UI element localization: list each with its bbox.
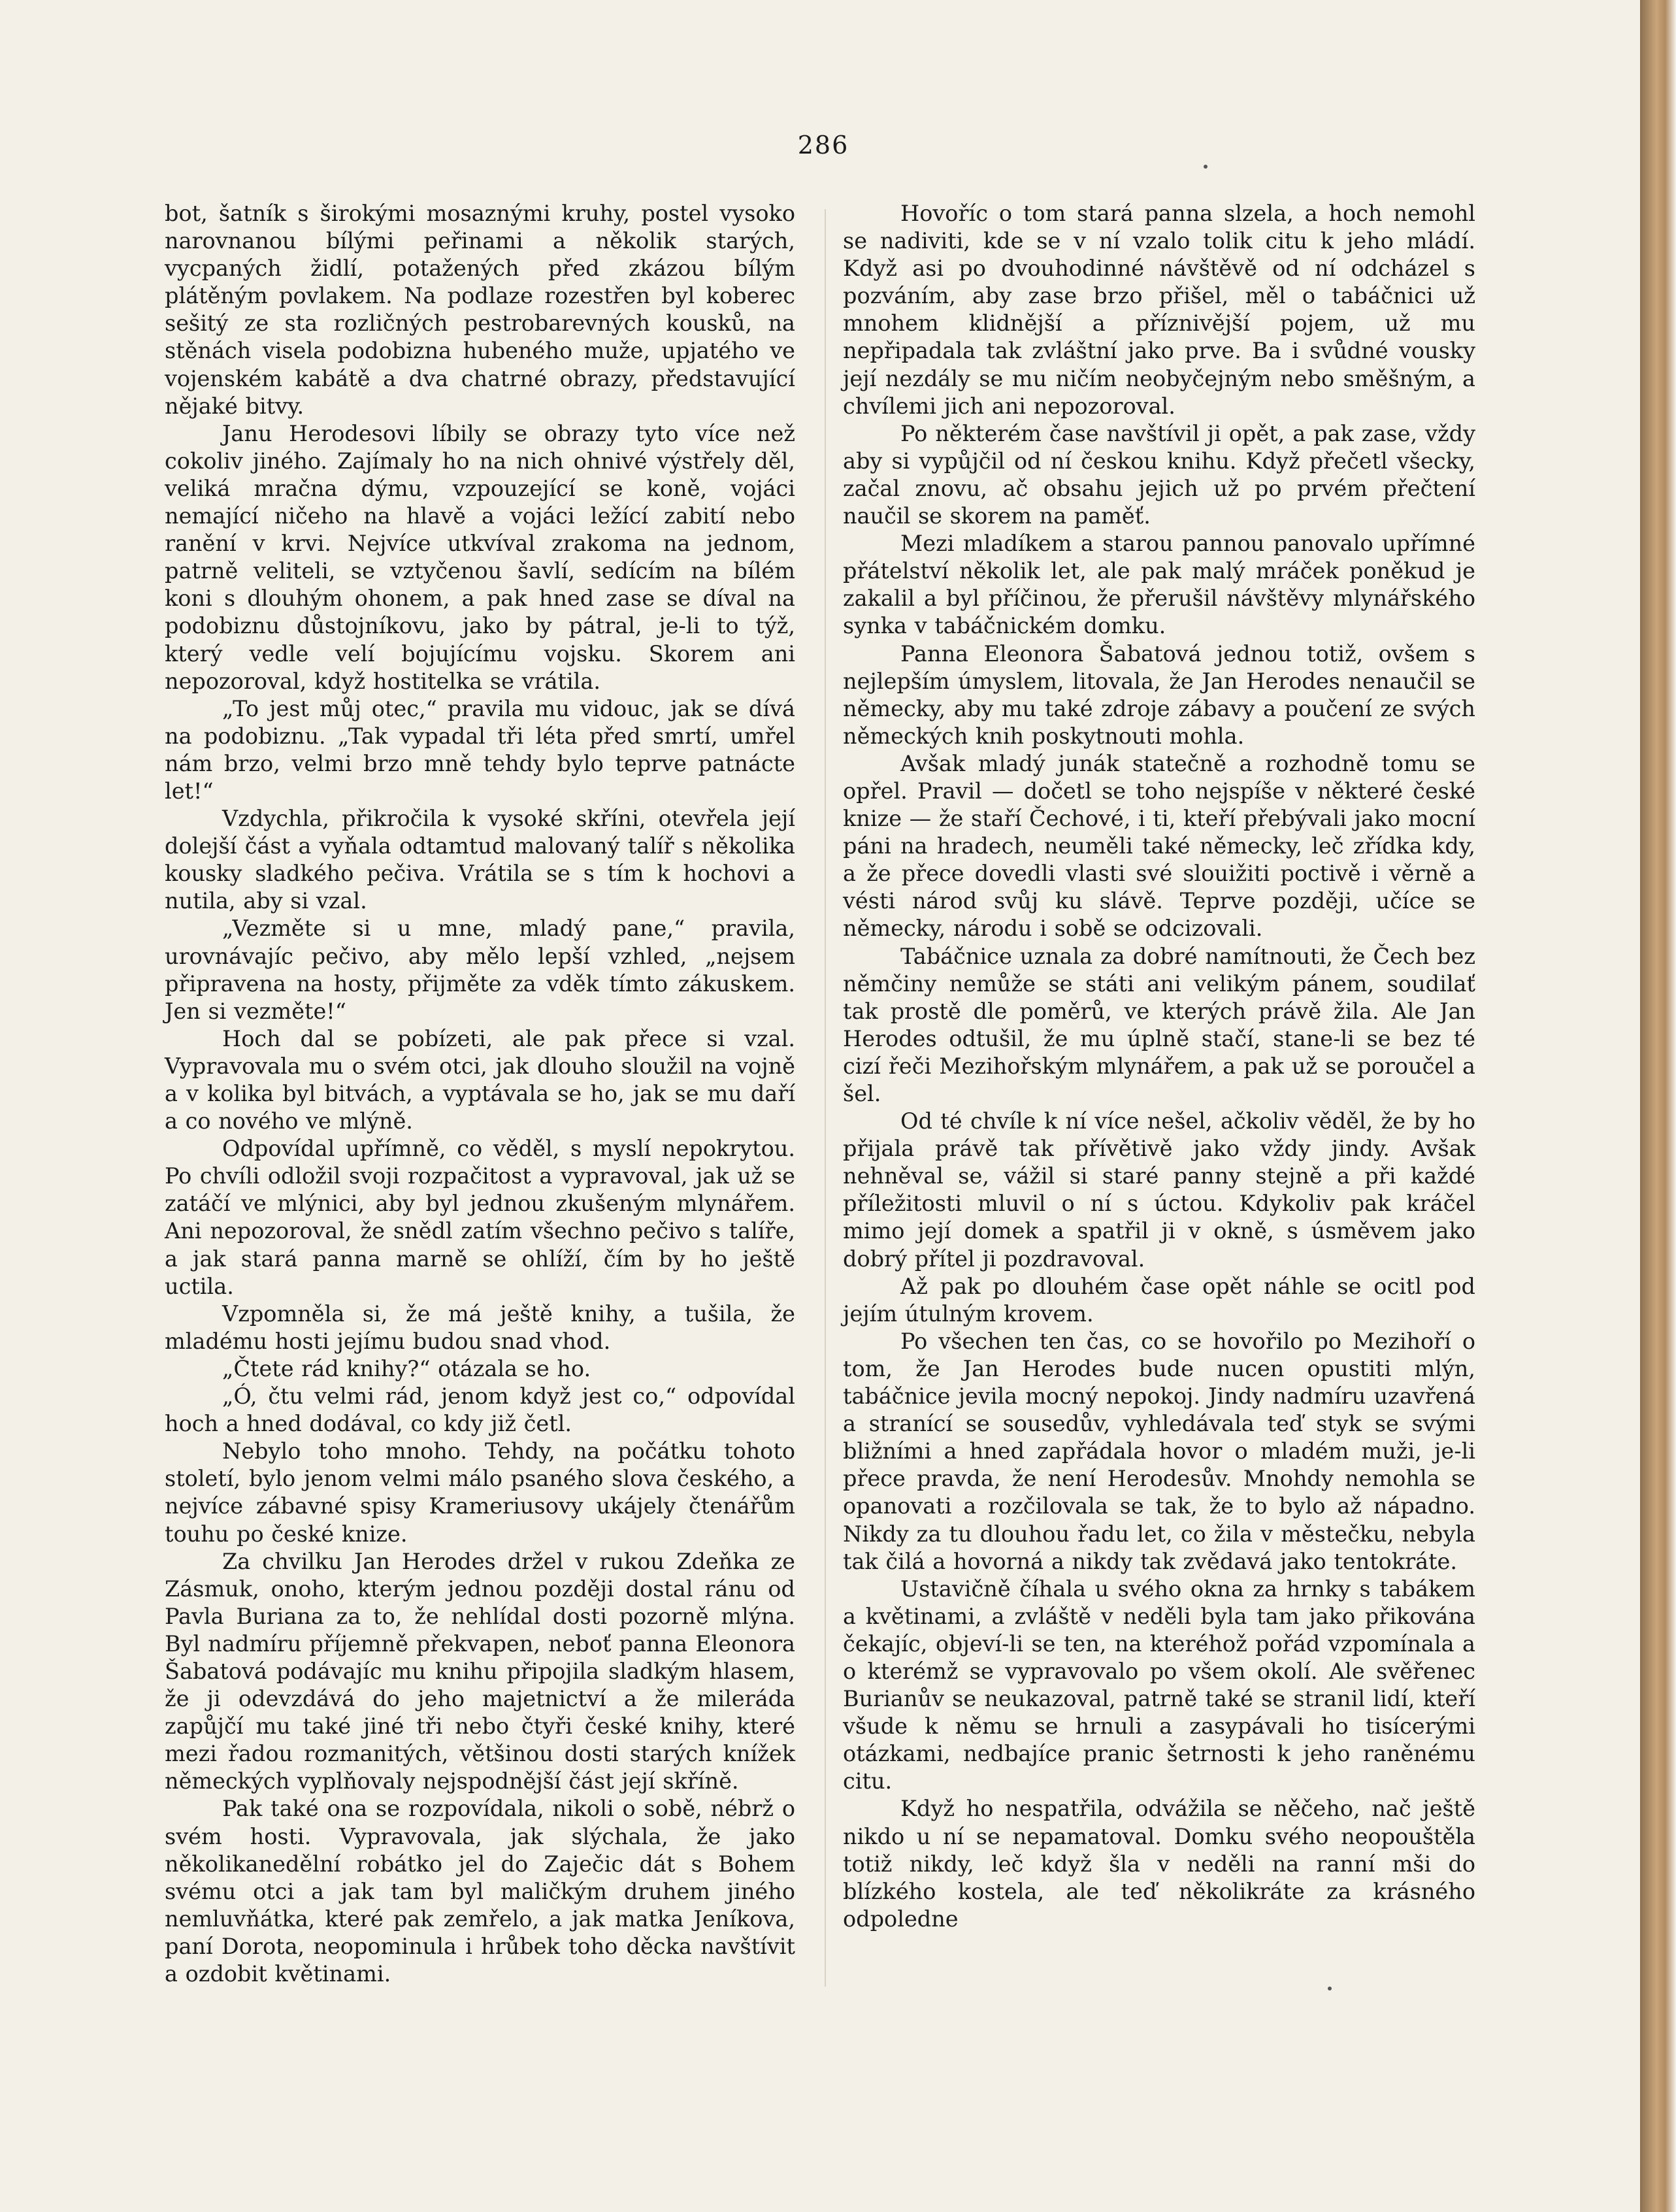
paragraph: Odpovídal upřímně, co věděl, s myslí nepokrytou. Po chvíli odložil svoji rozpačitost a vypravoval, jak už se zatáčí ve mlýnici, aby byl jednou zkušeným mlynářem. Ani nepozoroval, že snědl zatím všechno pečivo s talíře, a jak stará panna marně se ohlíží, čím by ho ještě uctila. <box>165 1136 795 1299</box>
left-column <box>165 200 795 1988</box>
paper-speck <box>1328 1987 1332 1990</box>
paragraph: Vzpomněla si, že má ještě knihy, a tušila, že mladému hosti jejímu budou snad vhod. <box>165 1300 795 1354</box>
paragraph: Vzdychla, přikročila k vysoké skříni, otevřela její dolejší část a vyňala odtamtud malovaný talíř s několika kousky sladkého pečiva. Vrátila se s tím k hochovi a nutila, aby si vzal. <box>165 806 795 914</box>
paragraph: „Ó, čtu velmi rád, jenom když jest co,“ odpovídal hoch a hned dodával, co kdy již četl. <box>165 1383 795 1437</box>
paragraph: Od té chvíle k ní více nešel, ačkoliv věděl, že by ho přijala právě tak přívětivě jako vždy jindy. Avšak nehněval se, vážil si staré panny stejně a při každé příležitosti mluvil o ní s úctou. Kdykoliv pak kráčel mimo její domek a spatřil ji v okně, s úsměvem jako dobrý přítel ji pozdravoval. <box>843 1108 1475 1272</box>
paragraph: Panna Eleonora Šabatová jednou totiž, ovšem s nejlepším úmyslem, litovala, že Jan Herodes nenaučil se německy, aby mu také zdroje zábavy a poučení ze svých německých knih poskytnouti mohla. <box>843 640 1475 749</box>
paragraph: Až pak po dlouhém čase opět náhle se ocitl pod jejím útulným krovem. <box>843 1273 1475 1327</box>
right-column <box>843 200 1475 1933</box>
paragraph: Hoch dal se pobízeti, ale pak přece si vzal. Vypravovala mu o svém otci, jak dlouho sloužil na vojně a v kolika byl bitvách, a vyptávala se ho, jak se mu daří a co nového ve mlýně. <box>165 1025 795 1134</box>
paragraph: Hovoříc o tom stará panna slzela, a hoch nemohl se nadiviti, kde se v ní vzalo tolik citu k jeho mládí. Když asi po dvouhodinné návštěvě od ní odcházel s pozváním, aby zase brzo přišel, měl o tabáčnici už mnohem klidnější a příznivější pojem, už mu nepřipadala tak zvláštní jako prve. Ba i svůdné vousky její nezdály se mu ničím neobyčejným nebo směšným, a chvílemi jich ani nepozoroval. <box>843 201 1475 419</box>
paper-speck <box>1204 165 1208 169</box>
book-spine-edge <box>1640 0 1676 2212</box>
paragraph: bot, šatník s širokými mosaznými kruhy, postel vysoko narovnanou bílými peřinami a několik starých, vycpaných židlí, potažených před zkázou bílým plátěným povlakem. Na podlaze rozestřen byl koberec sešitý ze sta rozličných pestrobarevných kousků, na stěnách visela podobizna hubeného muže, upjatého ve vojenském kabátě a dva chatrné obrazy, představující nějaké bitvy. <box>165 201 795 419</box>
paragraph: Po některém čase navštívil ji opět, a pak zase, vždy aby si vypůjčil od ní českou knihu. Když přečetl všecky, začal znovu, ač obsahu jejich už po prvém přečtení naučil se skorem na paměť. <box>843 420 1475 529</box>
paragraph: Nebylo toho mnoho. Tehdy, na počátku tohoto století, bylo jenom velmi málo psaného slova českého, a nejvíce zábavné spisy Krameriusovy ukájely čtenářům touhu po české knize. <box>165 1438 795 1547</box>
paragraph: Po všechen ten čas, co se hovořilo po Mezihoří o tom, že Jan Herodes bude nucen opustiti mlýn, tabáčnice jevila mocný nepokoj. Jindy nadmíru uzavřená a stranící se sousedův, vyhledávala teď styk se svými bližními a hned zapřádala hovor o mladém muži, je-li přece pravda, že není Herodesův. Mnohdy nemohla se opanovati a rozčilovala se tak, že to bylo až nápadno. Nikdy za tu dlouhou řadu let, co žila v městečku, nebyla tak čilá a hovorná a nikdy tak zvědavá jako tentokráte. <box>843 1328 1475 1574</box>
page-number: 286 <box>797 131 849 159</box>
paragraph: Když ho nespatřila, odvážila se něčeho, nač ještě nikdo u ní se nepamatoval. Domku svého neopouštěla totiž nikdy, leč když šla v neděli na ranní mši do blízkého kostela, ale teď několikráte za krásného odpoledne <box>843 1796 1475 1932</box>
paragraph: Ustavičně číhala u svého okna za hrnky s tabákem a květinami, a zvláště v neděli byla tam jako přikována čekajíc, objeví-li se ten, na kteréhož pořád vzpomínala a o kterémž se vypravovalo po všem okolí. Ale svěřenec Burianův se neukazoval, patrně také se stranil lidí, kteří všude k němu se hrnuli a zasypávali ho tisícerými otázkami, nedbajíce pranic šetrnosti k jeho raněnému citu. <box>843 1576 1475 1794</box>
paragraph: Za chvilku Jan Herodes držel v rukou Zdeňka ze Zásmuk, onoho, kterým jednou později dostal ránu od Pavla Buriana za to, že nehlídal dosti pozorně mlýna. Byl nadmíru příjemně překvapen, neboť panna Eleonora Šabatová podávajíc mu knihu připojila sladkým hlasem, že ji odevzdává do jeho majetnictví a že mileráda zapůjčí mu také jiné tři nebo čtyři české knihy, které mezi řadou rozmanitých, většinou dosti starých knížek německých vyplňovaly nejspodnější část její skříně. <box>165 1548 795 1794</box>
paragraph: Avšak mladý junák statečně a rozhodně tomu se opřel. Pravil — dočetl se toho nejspíše v některé české knize — že staří Čechové, i ti, kteří přebývali jako mocní páni na hradech, neuměli také německy, leč zřídka kdy, a že přece dovedli vlasti své slouižiti poctivě i věrně a vésti národ svůj ku slávě. Teprve později, učíce se německy, národu i sobě se odcizovali. <box>843 750 1475 942</box>
paragraph: Tabáčnice uznala za dobré namítnouti, že Čech bez němčiny nemůže se státi ani velikým pánem, soudilať tak prostě dle poměrů, ve kterých právě žila. Ale Jan Herodes odtušil, že mu úplně stačí, stane-li se bez té cizí řeči Mezihořským mlynářem, a pak už se poroučel a šel. <box>843 943 1475 1106</box>
column-divider <box>825 209 826 1987</box>
paragraph: Pak také ona se rozpovídala, nikoli o sobě, nébrž o svém hosti. Vypravovala, jak slýchala, že jako několikanedělní robátko jel do Zaječic dát s Bohem svému otci a jak tam byl maličkým druhem jiného nemluvňátka, které pak zemřelo, a jak matka Jeníkova, paní Dorota, neopominula i hrůbek toho děcka navštívit a ozdobit květinami. <box>165 1796 795 1987</box>
paragraph: Mezi mladíkem a starou pannou panovalo upřímné přátelství několik let, ale pak malý mráček poněkud je zakalil a byl příčinou, že přerušil návštěvy mlynářského synka v tabáčnickém domku. <box>843 531 1475 639</box>
paragraph: Janu Herodesovi líbily se obrazy tyto více než cokoliv jiného. Zajímaly ho na nich ohnivé výstřely děl, veliká mračna dýmu, vzpouzející se koně, vojáci nemající ničeho na hlavě a vojáci ležící zabití nebo ranění v krvi. Nejvíce utkvíval zrakoma na jednom, patrně veliteli, se vztyčenou šavlí, sedícím na bílém koni s dlouhým ohonem, a pak hned zase se díval na podobiznu důstojníkovu, jako by pátral, je-li to týž, který vedle velí bojujícímu vojsku. Skorem ani nepozoroval, když hostitelka se vrátila. <box>165 420 795 694</box>
paragraph: „Čtete rád knihy?“ otázala se ho. <box>222 1355 591 1381</box>
paragraph: „To jest můj otec,“ pravila mu vidouc, jak se dívá na podobiznu. „Tak vypadal tři léta před smrtí, umřel nám brzo, velmi brzo mně tehdy bylo teprve patnácte let!“ <box>165 695 795 804</box>
paragraph: „Vezměte si u mne, mladý pane,“ pravila, urovnávajíc pečivo, aby mělo lepší vzhled, „nejsem připravena na hosty, přijměte za vděk tímto zákuskem. Jen si vezměte!“ <box>165 916 795 1024</box>
